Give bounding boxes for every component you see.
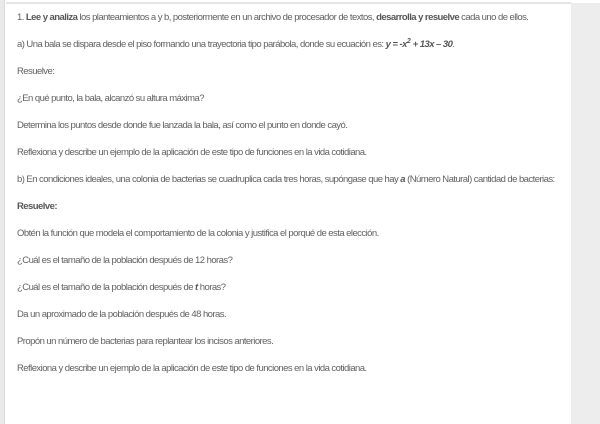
right-background (571, 3, 600, 424)
paragraph-pregunta-altura-maxima (17, 91, 560, 106)
paragraph-pregunta-poblacion-48-horas (17, 307, 560, 322)
text-run: a (400, 174, 406, 185)
text-run: desarrolla y resuelve (376, 12, 460, 23)
text-run: cada uno de ellos. (459, 12, 529, 23)
text-run: Reflexiona y describe un ejemplo de la aplicación de este tipo de funciones en la vida cotidiana. (17, 363, 367, 374)
text-run: 2 (406, 37, 411, 45)
paragraph-pregunta-funcion-modelo (17, 226, 560, 241)
text-run: ¿En qué punto, la bala, alcanzó su altura máxima? (17, 93, 204, 104)
paragraph-reflexiona-a (17, 145, 560, 160)
text-run: Resuelve: (17, 66, 55, 77)
text-run: Da un aproximado de la población después de 48 horas. (17, 309, 227, 320)
paragraph-reflexiona-b (17, 361, 560, 376)
paragraph-intro (17, 10, 560, 25)
text-run: + 13x – 30 (410, 39, 453, 50)
text-run: Propón un número de bacterias para replantear los incisos anteriores. (17, 336, 274, 347)
text-run: (Número Natural) cantidad de bacterias: (405, 174, 555, 185)
text-run: t (195, 282, 198, 293)
text-run: Resuelve: (17, 201, 57, 212)
text-run: Determina los puntos desde donde fue lanzada la bala, así como el punto en donde cayó. (17, 120, 348, 131)
paragraph-item-a (17, 37, 560, 52)
paragraph-pregunta-propon-numero (17, 334, 560, 349)
text-run: Lee y analiza (25, 12, 78, 23)
text-run: los planteamientos a y b, posteriormente en un archivo de procesador de textos, (77, 12, 377, 23)
document-page (6, 4, 571, 424)
text-run: y = -x (385, 39, 407, 50)
text-run: ¿Cuál es el tamaño de la población después de 12 horas? (17, 255, 233, 266)
text-run: b) En condiciones ideales, una colonia de bacterias se cuadruplica cada tres horas, supóngase que hay (17, 174, 401, 185)
document-body (17, 10, 560, 376)
paragraph-pregunta-poblacion-12-horas (17, 253, 560, 268)
paragraph-pregunta-puntos-lanzamiento (17, 118, 560, 133)
paragraph-item-b (17, 172, 560, 187)
text-run: ¿Cuál es el tamaño de la población después de (17, 282, 196, 293)
paragraph-pregunta-poblacion-t-horas (17, 280, 560, 295)
text-run: a) Una bala se dispara desde el piso formando una trayectoria tipo parábola, donde su ecuación es: (17, 39, 386, 50)
paragraph-resuelve-a (17, 64, 560, 79)
text-run: 1. (17, 12, 26, 23)
left-gutter (0, 0, 5, 424)
text-run: . (452, 39, 455, 50)
text-run: Reflexiona y describe un ejemplo de la aplicación de este tipo de funciones en la vida cotidiana. (17, 147, 367, 158)
paragraph-resuelve-b (17, 199, 560, 214)
text-run: Obtén la función que modela el comportamiento de la colonia y justifica el porqué de esta elección. (17, 228, 379, 239)
text-run: horas? (197, 282, 226, 293)
